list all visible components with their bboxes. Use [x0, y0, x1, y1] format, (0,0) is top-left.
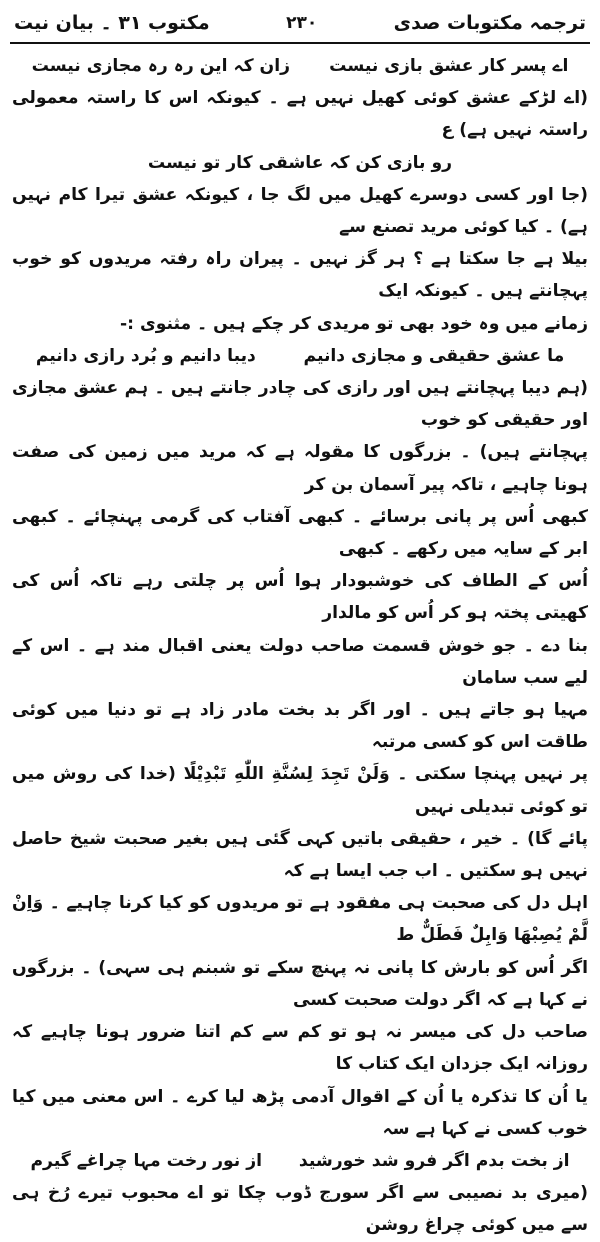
- text-line: پہچانتے ہیں) ۔ بزرگوں کا مقولہ ہے کہ مرید میں زمین کی صفت ہونا چاہیے ، تاکہ پیر آسمان بن کر: [12, 442, 588, 495]
- section-title: مکتوب ۳۱ ۔ بیان نیت: [14, 12, 210, 34]
- text-line: یا اُن کا تذکرہ یا اُن کے اقوال آدمی پڑھ لیا کرے ۔ اس معنی میں کیا خوب کسی نے کہا ہے سہ: [12, 1086, 588, 1139]
- verse-hemistich: دیبا دانیم و بُرد رازی دانیم: [35, 345, 256, 366]
- verse-couplet: [12, 50, 588, 82]
- page-header: [14, 6, 586, 40]
- book-title: ترجمہ مکتوبات صدی: [393, 12, 586, 34]
- header-rule: [10, 42, 590, 44]
- page-number: ۲۳۰: [286, 13, 318, 33]
- text-line: مہیا ہو جاتے ہیں ۔ اور اگر بد بخت مادر زاد ہے تو دنیا میں کوئی طاقت اس کو کسی مرتبہ: [12, 700, 588, 753]
- verse-hemistich: از نور رخت مہا چراغے گیرم: [30, 1150, 263, 1171]
- text-line: (میری بد نصیبی سے اگر سورج ڈوب چکا تو اے محبوب تیرے رُخ ہی سے میں کوئی چراغ روشن: [12, 1183, 588, 1236]
- verse-couplet: [12, 340, 588, 372]
- text-line: پائے گا) ۔ خیر ، حقیقی باتیں کہی گئی ہیں بغیر صحبت شیخ حاصل نہیں ہو سکتیں ۔ اب جب ایسا ہے کہ: [12, 828, 588, 882]
- verse-couplet: [12, 1145, 588, 1177]
- text-line: اگر اُس کو بارش کا پانی نہ پہنچ سکے تو شبنم ہی سہی) ۔ بزرگوں نے کہا ہے کہ اگر دولت صحبت کسی: [12, 957, 588, 1010]
- page-body: [12, 50, 588, 1242]
- text-line: کبھی اُس پر پانی برسائے ۔ کبھی آفتاب کی گرمی پہنچائے ۔ کبھی ابر کے سایہ میں رکھے ۔ کبھی: [12, 506, 588, 560]
- text-line: (اے لڑکے عشق کوئی کھیل نہیں ہے ۔ کیونکہ اس کا راستہ معمولی راستہ نہیں ہے) ع: [12, 88, 588, 141]
- text-line: صاحب دل کی میسر نہ ہو تو کم سے کم اتنا ضرور ہونا چاہیے کہ روزانہ ایک جزدان ایک کتاب کا: [12, 1022, 588, 1075]
- text-line: اُس کے الطاف کی خوشبودار ہوا اُس پر چلتی رہے تاکہ اُس کی کھیتی پختہ ہو کر اُس کو مالدار: [12, 571, 588, 624]
- text-line: پر نہیں پہنچا سکتی ۔ وَلَنْ تَجِدَ لِسُنَّةِ اللّٰهِ تَبْدِيْلًا (خدا کی روش میں تو کوئی تبدیلی نہیں: [12, 764, 588, 817]
- text-line: بیلا ہے جا سکتا ہے ؟ ہر گز نہیں ۔ پیران راہ رفتہ مریدوں کو خوب پہچانتے ہیں ۔ کیونکہ ایک: [12, 249, 588, 302]
- verse-hemistich: از بخت بدم اگر فرو شد خورشید: [298, 1150, 570, 1171]
- verse-hemistich: اے پسر کار عشق بازی نیست: [329, 56, 569, 76]
- text-line: (جا اور کسی دوسرے کھیل میں لگ جا ، کیونکہ عشق تیرا کام نہیں ہے) ۔ کیا کوئی مرید تصنع سے: [12, 184, 588, 238]
- text-line: اہل دل کی صحبت ہی مفقود ہے تو مریدوں کو کیا کرنا چاہیے ۔ وَاِنْ لَّمْ يُصِبْهَا وَابِلٌ فَطَلٌّ ط: [12, 893, 588, 946]
- verse-line: رو بازی کن کہ عاشقی کار تو نیست: [147, 152, 453, 173]
- verse-hemistich: زان کہ این رہ رہ مجازی نیست: [31, 56, 291, 76]
- verse-hemistich: ما عشق حقیقی و مجازی دانیم: [303, 345, 565, 366]
- text-line: بنا دے ۔ جو خوش قسمت صاحب دولت یعنی اقبال مند ہے ۔ اس کے لیے سب سامان: [12, 635, 588, 688]
- text-line: زمانے میں وہ خود بھی تو مریدی کر چکے ہیں ۔ مثنوی :-: [119, 313, 588, 334]
- text-line: (ہم دیبا پہچانتے ہیں اور رازی کی چادر جانتے ہیں ۔ ہم عشق مجازی اور حقیقی کو خوب: [12, 378, 588, 431]
